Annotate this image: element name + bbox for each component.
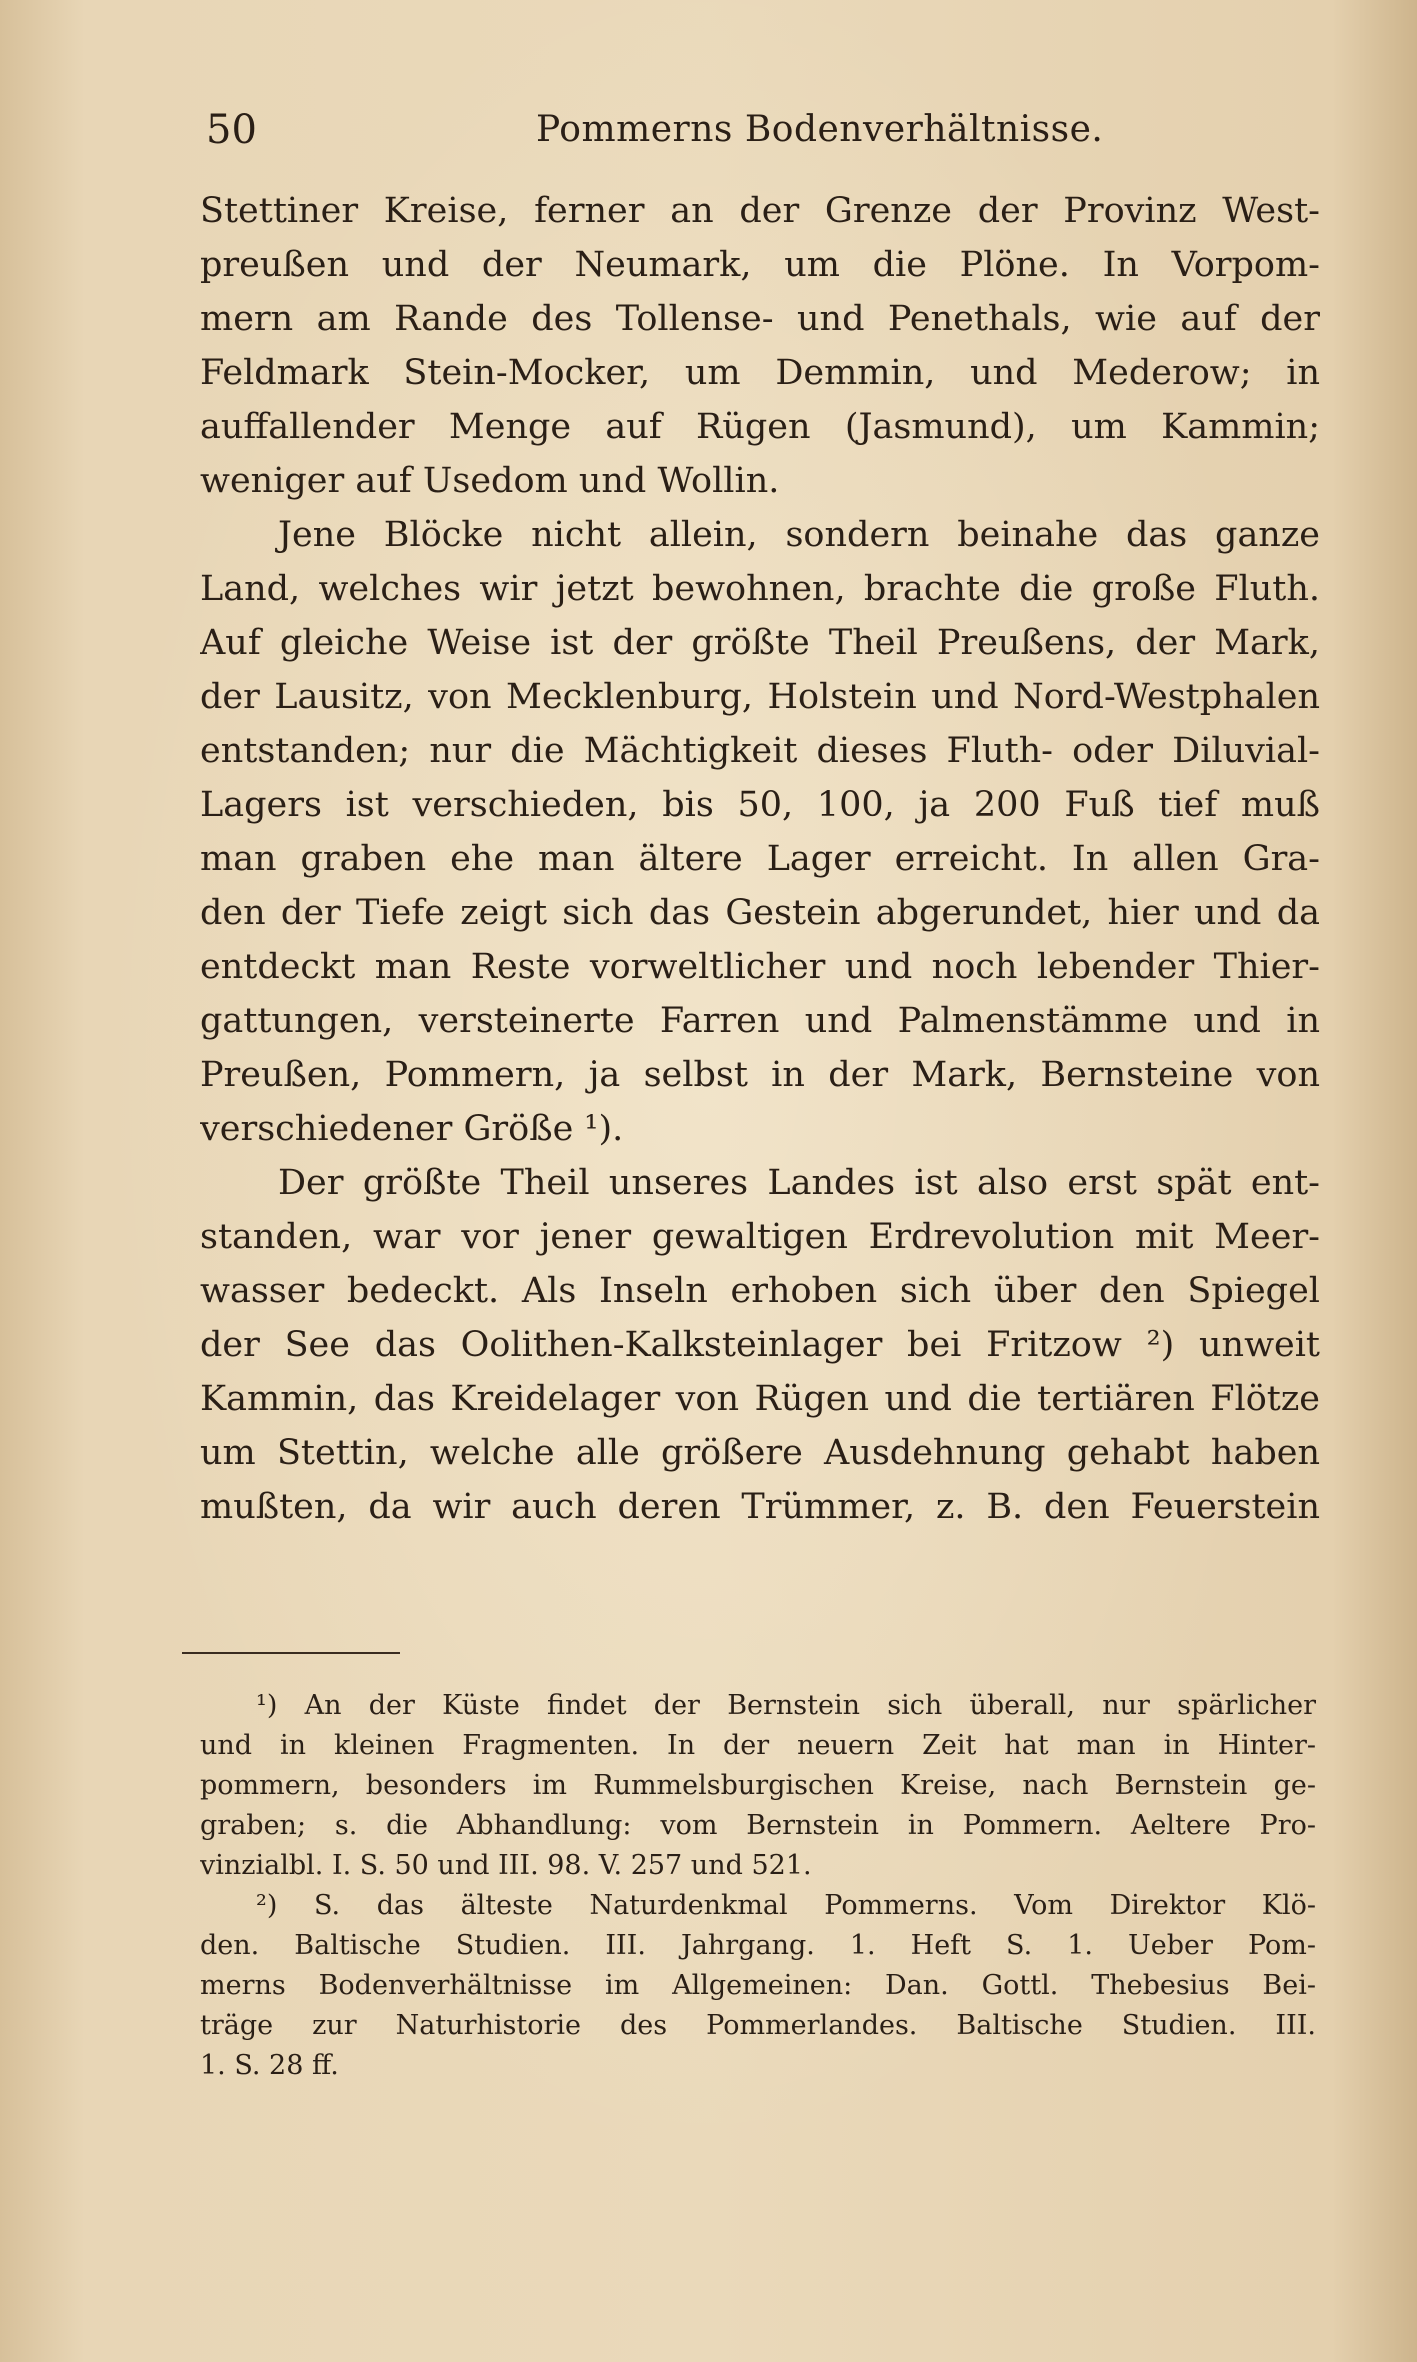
body-line: standen, war vor jener gewaltigen Erdrevolution mit Meer-	[200, 1217, 1320, 1257]
body-line: auffallender Menge auf Rügen (Jasmund), um Kammin;	[200, 407, 1320, 447]
body-text	[200, 184, 1320, 1534]
page-number: 50	[206, 107, 257, 153]
body-line: Lagers ist verschieden, bis 50, 100, ja 200 Fuß tief muß	[200, 785, 1320, 825]
body-line: gattungen, versteinerte Farren und Palmenstämme und in	[200, 1001, 1320, 1041]
running-head: Pommerns Bodenverhältnisse.	[536, 109, 1104, 150]
body-line: Land, welches wir jetzt bewohnen, brachte die große Fluth.	[200, 569, 1320, 609]
body-line: mußten, da wir auch deren Trümmer, z. B. den Feuerstein	[200, 1487, 1320, 1527]
footnote-line: ¹) An der Küste findet der Bernstein sich überall, nur spärlicher	[256, 1690, 1316, 1721]
footnote-line: träge zur Naturhistorie des Pommerlandes. Baltische Studien. III.	[200, 2010, 1316, 2041]
body-line: Der größte Theil unseres Landes ist also erst spät ent-	[278, 1163, 1320, 1203]
body-line: Kammin, das Kreidelager von Rügen und die tertiären Flötze	[200, 1379, 1320, 1419]
footnote-line: pommern, besonders im Rummelsburgischen Kreise, nach Bernstein ge-	[200, 1770, 1316, 1801]
body-line: mern am Rande des Tollense- und Penethals, wie auf der	[200, 299, 1320, 339]
footnote-divider	[182, 1652, 400, 1654]
footnote-line: graben; s. die Abhandlung: vom Bernstein in Pommern. Aeltere Pro-	[200, 1810, 1316, 1841]
body-line: Auf gleiche Weise ist der größte Theil Preußens, der Mark,	[200, 623, 1320, 663]
body-line: weniger auf Usedom und Wollin.	[200, 461, 780, 501]
body-line: preußen und der Neumark, um die Plöne. In Vorpom-	[200, 245, 1320, 285]
footnote-line: merns Bodenverhältnisse im Allgemeinen: Dan. Gottl. Thebesius Bei-	[200, 1970, 1316, 2001]
body-line: den der Tiefe zeigt sich das Gestein abgerundet, hier und da	[200, 893, 1320, 933]
footnote-line: den. Baltische Studien. III. Jahrgang. 1. Heft S. 1. Ueber Pom-	[200, 1930, 1316, 1961]
footnote-line: 1. S. 28 ff.	[200, 2050, 339, 2081]
footnote-line: und in kleinen Fragmenten. In der neuern Zeit hat man in Hinter-	[200, 1730, 1316, 1761]
body-line: um Stettin, welche alle größere Ausdehnung gehabt haben	[200, 1433, 1320, 1473]
page-header	[196, 102, 1316, 158]
body-line: der Lausitz, von Mecklenburg, Holstein und Nord-Westphalen	[200, 677, 1320, 717]
body-line: wasser bedeckt. Als Inseln erhoben sich über den Spiegel	[200, 1271, 1320, 1311]
body-line: Stettiner Kreise, ferner an der Grenze der Provinz West-	[200, 191, 1320, 231]
body-line: der See das Oolithen-Kalksteinlager bei Fritzow ²) unweit	[200, 1325, 1320, 1365]
footnote-line: vinzialbl. I. S. 50 und III. 98. V. 257 und 521.	[200, 1850, 812, 1881]
body-line: entdeckt man Reste vorweltlicher und noch lebender Thier-	[200, 947, 1320, 987]
body-line: Jene Blöcke nicht allein, sondern beinahe das ganze	[278, 515, 1320, 555]
body-line: entstanden; nur die Mächtigkeit dieses Fluth- oder Diluvial-	[200, 731, 1320, 771]
footnote-line: ²) S. das älteste Naturdenkmal Pommerns. Vom Direktor Klö-	[256, 1890, 1316, 1921]
body-line: Feldmark Stein-Mocker, um Demmin, und Mederow; in	[200, 353, 1320, 393]
body-line: verschiedener Größe ¹).	[200, 1109, 624, 1149]
body-line: Preußen, Pommern, ja selbst in der Mark, Bernsteine von	[200, 1055, 1320, 1095]
body-line: man graben ehe man ältere Lager erreicht. In allen Gra-	[200, 839, 1320, 879]
footnotes	[200, 1686, 1316, 2086]
